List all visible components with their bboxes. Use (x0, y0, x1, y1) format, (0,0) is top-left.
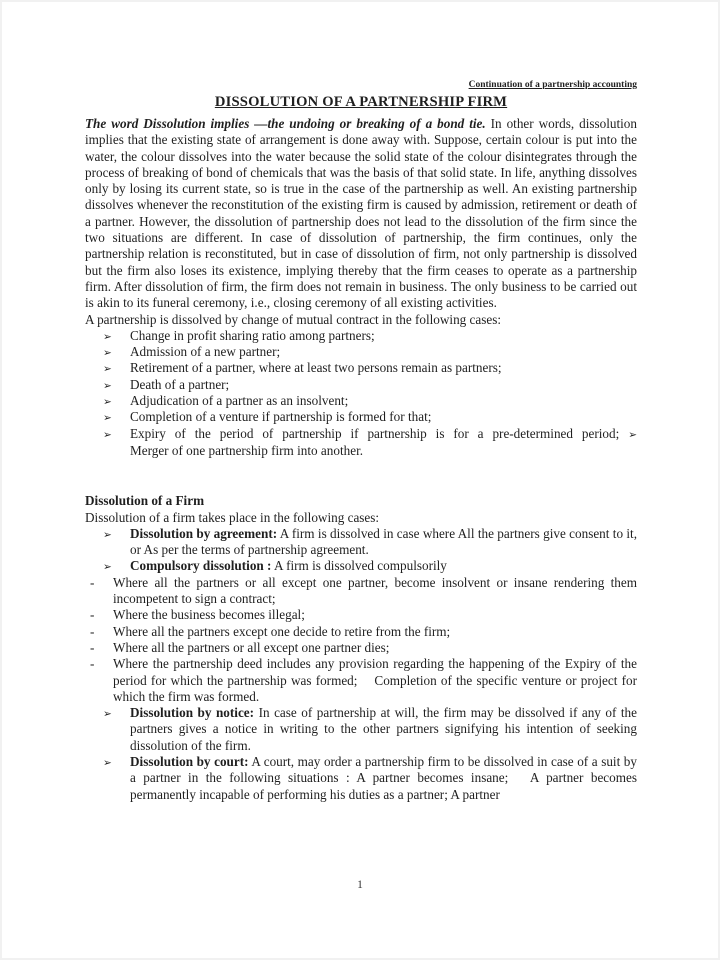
list-item-text: Where all the partners or all except one partner dies; (113, 639, 390, 655)
intro-paragraph (85, 116, 637, 312)
arrow-bullet-icon: ➢ (103, 561, 112, 574)
list-item-text: Change in profit sharing ratio among partners; (130, 327, 375, 343)
dash-bullet-icon: - (90, 656, 95, 672)
list-item (85, 656, 637, 705)
dash-bullet-icon: - (90, 639, 95, 655)
list-item (85, 328, 637, 344)
list-item (85, 377, 637, 393)
arrow-bullet-icon: ➢ (103, 396, 112, 409)
list-item-text: A court, may order a partnership firm to be dissolved in case of a suit by a partner in the following situations : A partner becomes insane; A partner becomes permanently incapable of performing his duties as a partner; A partner (130, 753, 637, 802)
arrow-bullet-icon: ➢ (103, 428, 112, 441)
list-item-court (85, 754, 637, 803)
list-item-text: Admission of a new partner; (130, 344, 281, 360)
list-item-notice (85, 705, 637, 754)
arrow-bullet-icon: ➢ (103, 756, 112, 769)
section-intro-line: Dissolution of a firm takes place in the following cases: (85, 509, 380, 525)
list-item-text: Where all the partners except one decide to retire from the firm; (113, 623, 451, 639)
list-item (85, 624, 637, 640)
lead-sentence: The word Dissolution implies —the undoing or breaking of a bond tie. (85, 116, 486, 131)
list-item (85, 607, 637, 623)
list-item-expiry-merger (85, 426, 637, 460)
list-item-text: Death of a partner; (130, 376, 230, 392)
list-item (85, 409, 637, 425)
arrow-bullet-icon: ➢ (103, 363, 112, 376)
expiry-line (130, 426, 637, 443)
compulsory-conditions-list (85, 575, 637, 705)
list-item-compulsory (85, 558, 637, 574)
list-item-text: Retirement of a partner, where at least two persons remain as partners; (130, 360, 502, 376)
list-item-agreement (85, 526, 637, 559)
list-item-text: Completion of a venture if partnership is formed for that; (130, 409, 432, 425)
list-item (85, 360, 637, 376)
firm-dissolution-list-bottom (85, 705, 637, 803)
list-item (85, 575, 637, 608)
arrow-bullet-icon: ➢ (628, 428, 638, 441)
dash-bullet-icon: - (90, 623, 95, 639)
dash-bullet-icon: - (90, 607, 95, 623)
section-heading: Dissolution of a Firm (85, 493, 205, 509)
page-number: 1 (357, 879, 363, 891)
item-label: Compulsory dissolution : (130, 558, 272, 574)
list-item (85, 344, 637, 360)
list-item (85, 393, 637, 409)
list-item-text: Expiry of the period of partnership if partnership is for a pre-determined period; (130, 425, 620, 441)
arrow-bullet-icon: ➢ (103, 330, 112, 343)
intro-body-text: In other words, dissolution implies that the existing state of arrangement is done away with. Suppose, certain colour is put into the water, the colour dissolves into the water because the solid state of the colour disintegrates through the process of breaking of bond of chemicals that was the basis of that solid state. In life, anything dissolves only by losing its current state, so is true in the case of the partnership as well. An existing partnership dissolves whenever the reconstitution of the existing firm is caused by admission, retirement or death of a partner. However, the dissolution of partnership does not lead to the dissolution of the firm since the two situations are different. In case of dissolution of partnership, the firm continues, only the partnership relation is reconstituted, but in case of dissolution of firm, not only partnership is dissolved but the firm also loses its existence, implying thereby that the firm ceases to operate as a partnership firm. After dissolution of firm, the firm does not remain in business. The only business to be carried out is akin to its funeral ceremony, i.e., closing ceremony of all existing activities. (85, 116, 637, 311)
arrow-bullet-icon: ➢ (103, 412, 112, 425)
mutual-contract-cases-line: A partnership is dissolved by change of mutual contract in the following cases: (85, 311, 502, 327)
merger-continuation-line: Merger of one partnership firm into another. (130, 442, 364, 458)
list-item-text: A firm is dissolved compulsorily (271, 558, 447, 574)
arrow-bullet-icon: ➢ (103, 708, 112, 721)
dash-bullet-icon: - (90, 574, 95, 590)
list-item (85, 640, 637, 656)
item-label: Dissolution by agreement: (130, 525, 278, 541)
list-item-text: In case of partnership at will, the firm may be dissolved if any of the partners gives a notice in writing to the other partners signifying his intention of seeking dissolution of the firm. (130, 705, 637, 753)
mutual-contract-list (85, 328, 637, 459)
arrow-bullet-icon: ➢ (103, 379, 112, 392)
list-item-text: Where the business becomes illegal; (113, 607, 305, 623)
item-label: Dissolution by court: (130, 753, 249, 769)
arrow-bullet-icon: ➢ (103, 528, 112, 541)
list-item-text: Where all the partners or all except one partner, become insolvent or insane rendering them incompetent to sign a contract; (113, 574, 637, 607)
firm-dissolution-list-top (85, 526, 637, 575)
page-title: DISSOLUTION OF A PARTNERSHIP FIRM (214, 94, 508, 110)
list-item-text: A firm is dissolved in case where All the partners give consent to it, or As per the terms of partnership agreement. (130, 525, 637, 558)
list-item-text: Where the partnership deed includes any provision regarding the happening of the Expiry of the period for which the partnership was formed; Completion of the specific venture or project for which the firm was formed. (113, 656, 637, 704)
item-label: Dissolution by notice: (130, 705, 255, 721)
arrow-bullet-icon: ➢ (103, 347, 112, 360)
list-item-text: Adjudication of a partner as an insolvent; (130, 393, 349, 409)
header-note: Continuation of a partnership accounting (468, 80, 637, 90)
